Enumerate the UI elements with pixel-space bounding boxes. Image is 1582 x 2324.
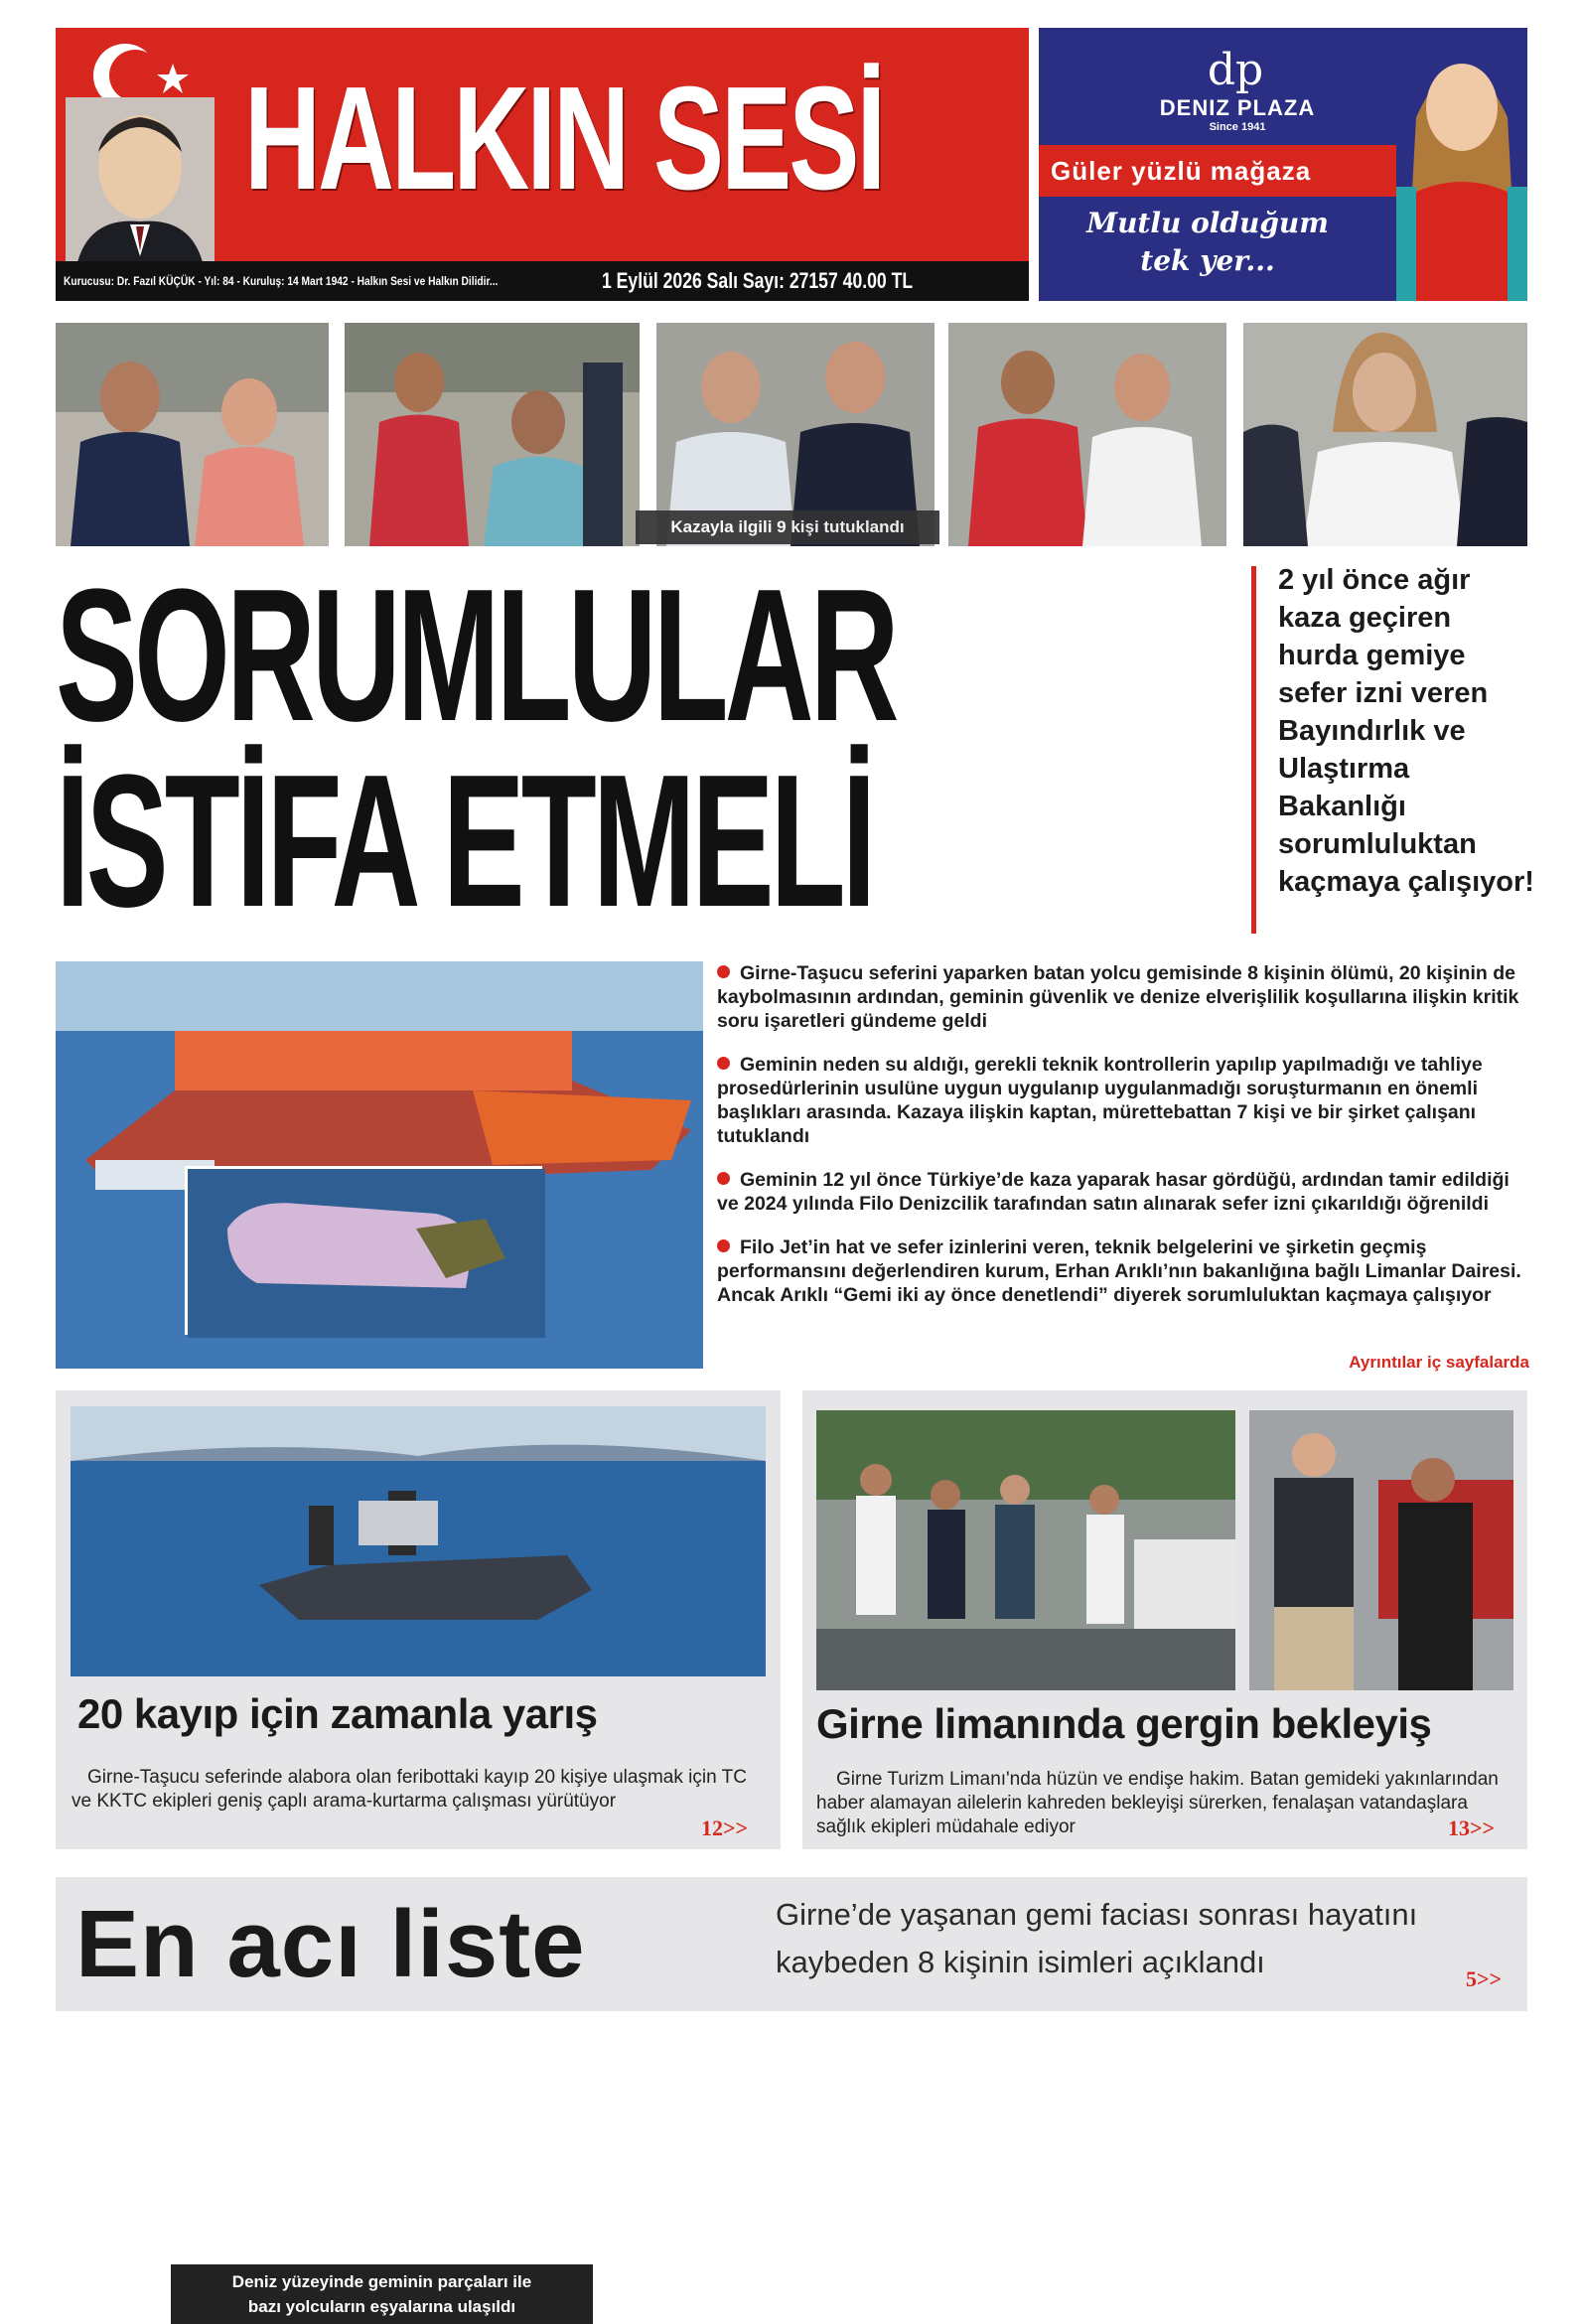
story-summary: Girne-Taşucu seferinde alabora olan feribottaki kayıp 20 kişiye ulaşmak için TC ve KKTC ekipleri geniş çaplı arama-kurtarma çalışması yürütüyor xyxy=(72,1767,747,1812)
news-bullet-list xyxy=(717,961,1527,1327)
red-bullet-icon xyxy=(717,1239,730,1252)
bullet-text: Geminin neden su aldığı, gerekli teknik kontrollerin yapılıp yapılmadığı ve tahliye prosedürlerinin usulüne uygun uygulanıp uygulanmadığı soruşturmanın en önemli başlıkları arasında. Kazaya ilişkin kaptan, mürettebattan 7 kişi ve bir şirket çalışanı tutuklandı xyxy=(717,1054,1483,1147)
ad-tagline-line-1: Mutlu olduğum xyxy=(1086,207,1329,239)
story-box-port-waiting[interactable] xyxy=(802,1390,1527,1849)
founder-line: Kurucusu: Dr. Fazıl KÜÇÜK - Yıl: 84 - Kuruluş: 14 Mart 1942 - Halkın Sesi ve Halkın Dilidir... xyxy=(64,274,499,288)
page-reference[interactable]: 5>> xyxy=(1466,1966,1503,1991)
ship-photo-caption xyxy=(171,2264,593,2324)
suspect-photo-1 xyxy=(56,323,329,546)
ship-caption-line-1: Deniz yüzeyinde geminin parçaları ile xyxy=(231,2272,532,2291)
bottom-summary: Girne’de yaşanan gemi faciası sonrası hayatını kaybeden 8 kişinin isimleri açıklandı xyxy=(776,1897,1418,1979)
confrontation-photo xyxy=(1249,1410,1513,1690)
headline-sidebar-text: 2 yıl önce ağır kaza geçiren hurda gemiye sefer izni veren Bayındırlık ve Ulaştırma Bakanlığı sorumluluktan kaçmaya çalışıyor! xyxy=(1278,564,1534,898)
advertisement-deniz-plaza[interactable] xyxy=(1039,28,1527,301)
ad-since: Since 1941 xyxy=(1209,121,1266,133)
masthead xyxy=(56,28,1029,301)
suspect-photo-5 xyxy=(1243,323,1527,546)
story-summary: Girne Turizm Limanı'nda hüzün ve endişe hakim. Batan gemideki yakınlarından haber alamayan ailelerin kahreden bekleyişi sürerken, fenalaşan vatandaşlara sağlık ekipleri müdahale ediyor xyxy=(816,1769,1499,1837)
page-reference[interactable]: 13>> xyxy=(1448,1816,1496,1840)
story-title: 20 kayıp için zamanla yarış xyxy=(77,1690,598,1737)
red-bullet-icon xyxy=(717,1057,730,1070)
bullet-item xyxy=(717,1053,1527,1148)
masthead-info-bar xyxy=(56,261,1029,301)
ad-slogan: Güler yüzlü mağaza xyxy=(1051,156,1312,186)
bullet-text: Geminin 12 yıl önce Türkiye’de kaza yaparak hasar gördüğü, ardından tamir edildiği ve 2024 yılında Filo Denizcilik tarafından satın alınarak sefer izni çıkarıldığı öğrenildi xyxy=(717,1169,1510,1215)
main-headline-line-2: İSTİFA ETMELİ xyxy=(56,736,873,946)
bottom-story-banner[interactable] xyxy=(56,1877,1527,2011)
bullet-item xyxy=(717,1235,1527,1307)
bullet-text: Girne-Taşucu seferini yaparken batan yolcu gemisinde 8 kişinin ölümü, 20 kişinin de kaybolmasının ardından, geminin güvenlik ve denize elverişlilik koşullarına ilişkin kritik soru işaretleri gündeme geldi xyxy=(717,962,1519,1032)
floating-luggage-inset-photo xyxy=(185,1166,542,1335)
main-headline-line-1: SORUMLULAR xyxy=(56,550,896,761)
founder-portrait xyxy=(66,97,215,271)
suspect-photo-2 xyxy=(345,323,640,546)
suspect-photo-4 xyxy=(948,323,1226,546)
red-bullet-icon xyxy=(717,1172,730,1185)
bottom-title: En acı liste xyxy=(75,1891,586,1997)
ad-tagline-line-2: tek yer... xyxy=(1140,244,1275,277)
ship-caption-line-2: bazı yolcuların eşyalarına ulaşıldı xyxy=(247,2297,516,2316)
sidebar-red-rule xyxy=(1251,566,1256,934)
ad-brand: DENIZ PLAZA xyxy=(1159,95,1316,120)
story-box-search-rescue[interactable] xyxy=(56,1390,781,1849)
issue-date-number-price: 1 Eylül 2026 Salı Sayı: 27157 40.00 TL xyxy=(602,268,914,293)
page-reference[interactable]: 12>> xyxy=(701,1816,749,1840)
details-inside-link[interactable]: Ayrıntılar iç sayfalarda xyxy=(1349,1353,1529,1372)
newspaper-logo: HALKIN SESİ xyxy=(244,57,884,220)
story-title: Girne limanında gergin bekleyiş xyxy=(816,1700,1432,1747)
bullet-item xyxy=(717,1168,1527,1216)
photo-strip-caption: Kazayla ilgili 9 kişi tutuklandı xyxy=(636,510,939,544)
ad-girl-photo xyxy=(1396,28,1527,301)
red-bullet-icon xyxy=(717,965,730,978)
rescue-boat-photo xyxy=(71,1406,766,1676)
bullet-item xyxy=(717,961,1527,1033)
waiting-crowd-photo xyxy=(816,1410,1235,1690)
ad-tagline xyxy=(1079,205,1337,280)
bullet-text: Filo Jet’in hat ve sefer izinlerini veren, teknik belgelerini ve şirketin geçmiş performansını değerlendiren kurum, Erhan Arıklı’nın bakanlığına bağlı Limanlar Dairesi. Ancak Arıklı “Gemi iki ay önce denetlendi” diyerek sorumluluktan kaçmaya çalışıyor xyxy=(717,1236,1521,1306)
deniz-plaza-logo-icon: dp xyxy=(1207,45,1264,95)
